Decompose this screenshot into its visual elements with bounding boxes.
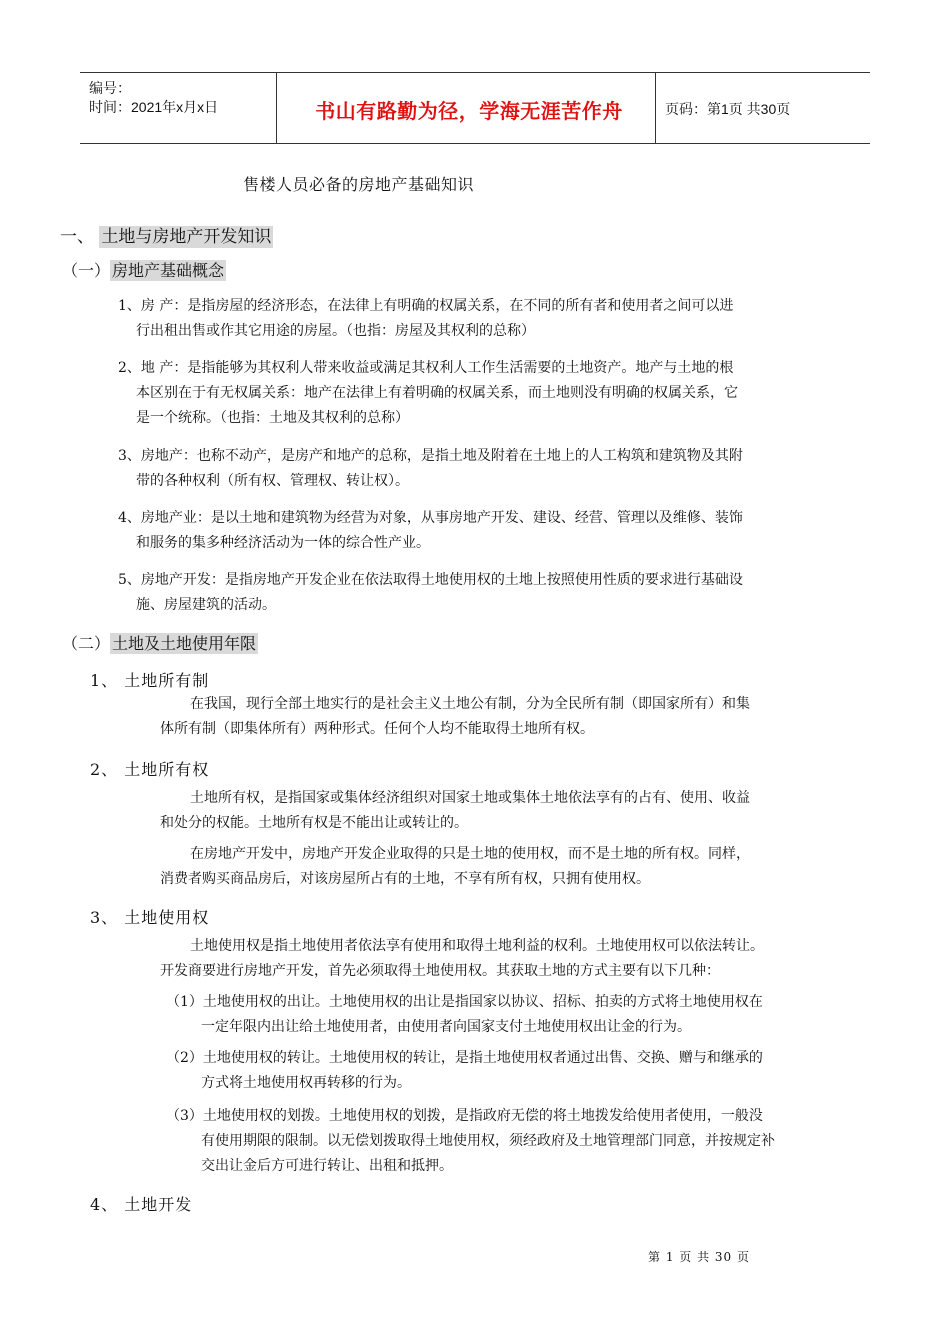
text-line: 土地使用权是指土地使用者依法享有使用和取得土地利益的权利。土地使用权可以依法转让。: [190, 938, 764, 954]
definition-item: [118, 444, 743, 494]
header-meta: [89, 79, 218, 117]
text-line: 有使用期限的限制。以无偿划拨取得土地使用权，须经政府及土地管理部门同意，并按规定补: [201, 1133, 775, 1149]
definition-item: [118, 294, 733, 344]
document-title: 售楼人员必备的房地产基础知识: [243, 175, 475, 194]
text-line: （3）土地使用权的划拨。土地使用权的划拨，是指政府无偿的将土地拨发给使用者使用，一般没: [166, 1108, 763, 1124]
paragraph: [160, 842, 750, 892]
text-line: （1）土地使用权的出让。土地使用权的出让是指国家以协议、招标、拍卖的方式将土地使用权在: [166, 994, 763, 1010]
header-divider: [655, 73, 656, 143]
text-line: 消费者购买商品房后，对该房屋所占有的土地，不享有所有权，只拥有使用权。: [160, 871, 650, 887]
section-number: 一、: [60, 227, 94, 247]
text-line: 和处分的权能。土地所有权是不能出让或转让的。: [160, 815, 468, 831]
text-line: 施、房屋建筑的活动。: [136, 597, 276, 613]
topic-heading: 4、 土地开发: [90, 1195, 193, 1214]
text-line: 4、房地产业：是以土地和建筑物为经营为对象，从事房地产开发、建设、经营、管理以及维修、装饰: [118, 510, 743, 526]
definition-item: [118, 568, 743, 618]
text-line: 1、房 产：是指房屋的经济形态，在法律上有明确的权属关系，在不同的所有者和使用者之间可以进: [118, 298, 734, 314]
subsection-number: （二）: [62, 634, 111, 653]
topic-heading: 3、 土地使用权: [90, 908, 210, 927]
topic-heading: 2、 土地所有权: [90, 760, 210, 779]
time-label: 时间：2021年x月x日: [89, 99, 219, 115]
text-line: 本区别在于有无权属关系：地产在法律上有着明确的权属关系，而土地则没有明确的权属关系，它: [136, 385, 738, 401]
text-line: 5、房地产开发：是指房地产开发企业在依法取得土地使用权的土地上按照使用性质的要求进行基础设: [118, 572, 743, 588]
paragraph: [160, 934, 764, 984]
header-motto: 书山有路勤为径，学海无涯苦作舟: [315, 99, 623, 123]
subsection-heading: [62, 258, 226, 281]
text-line: 体所有制（即集体所有）两种形式。任何个人均不能取得土地所有权。: [160, 721, 594, 737]
text-line: 在我国，现行全部土地实行的是社会主义土地公有制，分为全民所有制（即国家所有）和集: [190, 696, 750, 712]
header-divider: [276, 73, 277, 143]
list-item: [166, 1046, 763, 1096]
text-line: 交出让金后方可进行转让、出租和抵押。: [201, 1158, 453, 1174]
text-line: 在房地产开发中，房地产开发企业取得的只是土地的使用权，而不是土地的所有权。同样，: [190, 846, 750, 862]
text-line: 土地所有权，是指国家或集体经济组织对国家土地或集体土地依法享有的占有、使用、收益: [190, 790, 750, 806]
list-item: [166, 990, 763, 1040]
text-line: 方式将土地使用权再转移的行为。: [201, 1075, 411, 1091]
list-item: [166, 1104, 775, 1179]
text-line: 行出租出售或作其它用途的房屋。（也指：房屋及其权利的总称）: [136, 323, 535, 339]
page-footer: 第 1 页 共 30 页: [648, 1250, 750, 1264]
definition-item: [118, 506, 743, 556]
text-line: 3、房地产：也称不动产，是房产和地产的总称，是指土地及附着在土地上的人工构筑和建筑物及其附: [118, 448, 743, 464]
text-line: 一定年限内出让给土地使用者，由使用者向国家支付土地使用权出让金的行为。: [201, 1019, 691, 1035]
section-title: 土地与房地产开发知识: [101, 227, 272, 247]
definition-item: [118, 356, 738, 431]
subsection-title: 土地及土地使用年限: [112, 634, 257, 653]
text-line: 是一个统称。（也指：土地及其权利的总称）: [136, 410, 409, 426]
header-page-info: 页码：第1页 共30页: [665, 101, 791, 117]
subsection-heading: [62, 631, 258, 654]
number-label: 编号：: [89, 80, 131, 96]
page-header: [80, 72, 870, 144]
text-line: 开发商要进行房地产开发，首先必须取得土地使用权。其获取土地的方式主要有以下几种：: [160, 963, 720, 979]
text-line: 带的各种权利（所有权、管理权、转让权）。: [136, 473, 409, 489]
subsection-number: （一）: [62, 261, 111, 280]
subsection-title: 房地产基础概念: [112, 261, 225, 280]
text-line: 和服务的集多种经济活动为一体的综合性产业。: [136, 535, 430, 551]
topic-heading: 1、 土地所有制: [90, 671, 210, 690]
text-line: 2、地 产：是指能够为其权利人带来收益或满足其权利人工作生活需要的土地资产。地产与土地的根: [118, 360, 734, 376]
paragraph: [160, 786, 750, 836]
section-heading: [60, 222, 273, 247]
paragraph: [160, 692, 750, 742]
text-line: （2）土地使用权的转让。土地使用权的转让，是指土地使用权者通过出售、交换、赠与和继承的: [166, 1050, 763, 1066]
